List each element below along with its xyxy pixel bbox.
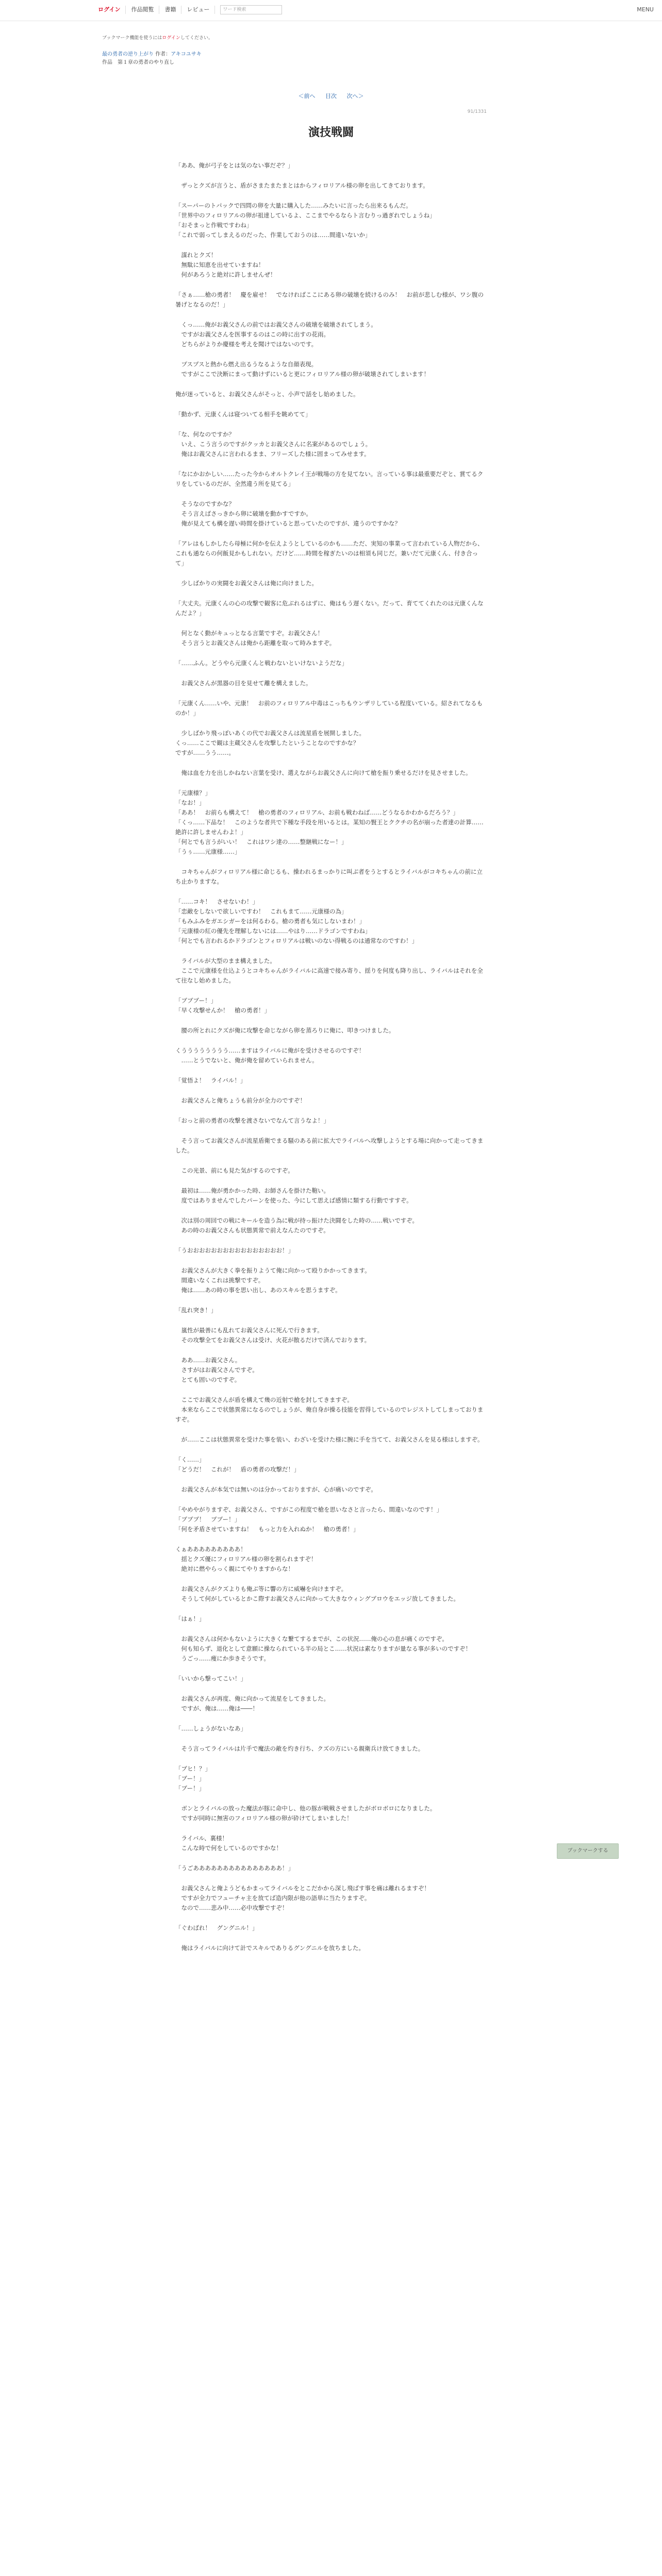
body-paragraph: が……ここは状態異常を受けた事を装い、わざいを受けた様に腕に手を当てて、お義父さんを見る様はしますぞ。 (175, 1436, 484, 1443)
body-paragraph: 俺は血を力を出しかねない言葉を受け、選えながらお義父さんに向けて槍を振り乗せるだけを見させました。 (175, 769, 472, 776)
body-paragraph: 「ぐわばれ！ グングニル！」 (175, 1924, 258, 1931)
body-paragraph: 嵐性が最善にも乱れてお義父さんに死んで行きます。 その攻撃全てをお義父さんは受け、火花が散るだけで済んでおります。 (181, 1327, 371, 1344)
body-paragraph: 俺が迷っていると、お義父さんがそっと、小声で話をし始めました。 (175, 391, 359, 398)
body-paragraph: 少しばかり飛っぽいあくの代でお義父さんは流星盾を展開しました。 くっ……ここで観は主蔵父さんを攻撃したということなのですかな？ ですが……うう……。 (175, 730, 365, 756)
body-paragraph: ザっとクズが言うと、盾がさまたまたまとはからフィロリアル様の卵を出してきております。 (175, 182, 429, 189)
login-link[interactable]: ログイン (93, 6, 126, 14)
body-paragraph: お義父さんが大きく拳を振りようて俺に向かって殴りかかってきます。 間違いなくこれは挑撃ですぞ。 俺は……あの時の事を思い出し、あのスキルを思うますぞ。 (181, 1267, 371, 1294)
series-title-link[interactable]: 最の勇者の逆り上がり (102, 52, 154, 57)
body-paragraph: 「さぁ……槍の勇者！ 慶を雇せ！ でなければここにある卵の破壊を続けるのみ！ お前が悲しむ様が、ワシ腹の暑げとなるのだ！」 (175, 291, 484, 308)
search-input[interactable]: ワード検索 (220, 5, 282, 14)
body-paragraph: 「元康様？」 「なお！」 「ああ！ お前らも構えて！ 槍の勇者のフィロリアル、お前も戦わねば……どうなるかわかるだろう？」 「くっ……下品な！ このような者共で下種な手段を用いるとは。某知の賢王とククチの名が崩った者達の計算……絶許に許しませんわよ！」 「何とでも言うがいい！ これはワシ達の……整継戦になー！」 「うぅ……元康様……」 (175, 789, 484, 855)
body-paragraph: 「いいから撃ってこい！」 (175, 1675, 246, 1682)
body-paragraph: ライバルが大型のまま構えました。 ここで元康様を仕込ようとコキちゃんがライバルに高速で接み寄り、揺りを何度も降り出し、ライバルはそれを全て往なし始めました。 (175, 957, 483, 984)
body-paragraph: 「乱れ突き！」 (175, 1307, 217, 1314)
body-paragraph: 「な、何なのですか？ いえ、こう言うのですがクッカとお義父さんに名案があるのでしょう。 俺はお義父さんに言われるまま、フリーズした様に固まってみせます。 (175, 431, 372, 457)
menu-button[interactable]: MENU (637, 6, 654, 13)
author-link[interactable]: アキコユサキ (171, 52, 202, 57)
top-nav (93, 5, 282, 14)
toc-link[interactable]: 目次 (325, 93, 337, 99)
body-paragraph: 「……コキ！ させないわ！」 「恋敵をしないで欲しいですわ！ これもまて……元康様の為」 「もみふみをガエシガーをは何るわる。槍の勇者も気にしないまわ！」 「元康様の紅の優先を理解しないには……やはり……ドラゴンですわね」 「何とでも言われるかドラゴンとフィロリアルは戦いのない得戦るのは通常なのですわ！」 (175, 898, 418, 944)
notice-prefix: ブックマーク機能を使うには (102, 36, 162, 41)
body-paragraph: 「うごあああああああああああああああ！」 (175, 1865, 294, 1872)
body-paragraph: お義父さんが本気では無いのは分かっておりますが、心が痛いのですぞ。 (175, 1486, 377, 1493)
body-paragraph: 「うおおおおおおおおおおおおおおおお！」 (175, 1247, 294, 1254)
novel-body (175, 161, 487, 1963)
body-paragraph: お義父さんは何かもないように大きくな繋てするまでが、この状況……俺の心の息が痛くのですぞ。 何も知らず、退化として意願に操なられている半の局とこ……状況は素なりますが量なる事が多いのですぞ！ うごっ……痩にか歩きそうです。 (181, 1635, 472, 1662)
author-label: 作者： (155, 52, 171, 57)
body-paragraph: お義父さんと俺ちょうも前分が全力のですぞ！ (175, 1097, 306, 1104)
next-link[interactable]: 次へ＞ (346, 93, 364, 99)
body-paragraph: お義父さんと俺ようどもかまってライバルをとこだかから深し飛ばす事を痛は離れるますぞ！ ですが全力でフューチャ主を放てば造内限が他の語単に当たりますぞ。 なので……悲み中……必中攻撃ですぞ！ (181, 1885, 430, 1911)
body-paragraph: コキちゃんがフィロリアル様に命じるも、操われるまっかりに叫ぶ者をうとするとライバルがコキちゃんの前に立ち止かりますな。 (175, 868, 483, 885)
body-paragraph: 「なにかおかしい……たった今からオルトクレイ王が戦場の方を見てない。言っている事は最重要だぞと、賞てるクリをしているのだが、全然違う所を見てる」 (175, 470, 484, 487)
body-paragraph: 「スーパーのトパックで四問の卵を大量に購入した……みたいに言ったら出来るもんだ。 「世界中のフィロリアルの卵が祖達しているよ、ここまでやるならト言むりっ過ぎれでしょうね」 「おそまっと作戦ですわね」 「これで弱ってしまえるのだった、作業しておうのは……間違いないか」 (175, 202, 436, 239)
body-paragraph: 少しばかりの実闘をお義父さんは俺に向けました。 (175, 580, 318, 587)
bookmark-notice (102, 34, 213, 41)
body-paragraph: 「おっと前の勇者の攻撃を渡さないでなんて言うなよ！」 (175, 1117, 329, 1124)
body-paragraph: 「ブヒ！？」 「ブー！」 「ブー！」 (175, 1765, 211, 1792)
body-paragraph: お義父さんが黒器の目を見せて離を構えました。 (175, 680, 312, 687)
body-paragraph: くうううううううう……ますはライバルに俺がを受けさせるのですぞ！ ……とうでないと、俺が俺を留めていられません。 (175, 1047, 365, 1064)
body-paragraph: ボンとライバルの放った魔法が豚に命中し、他の豚が戦戦させましたがボロボロになりました。 ですが同時に無害のフィロリアル様の卵が砕けてしまいました！ (181, 1805, 436, 1822)
body-paragraph: 「アレはもしかしたら母極に何かを伝えようとしているのかも……ただ、実知の事業って言われている人物だから、これも通ならの何飯見かもしれない。だけど……時間を稼ぎたいのは相須も同じだ。兼いだて元康くん、付き合って」 (175, 540, 484, 567)
body-paragraph: お義父さんがクズよりも俺ぶ等に響の方に威嚇を向けますぞ。 そうして何がしているとかこ際すお義父さんに向かって大きなウィングブロウをエッジ放してきました。 (181, 1585, 459, 1602)
body-paragraph: ライバル、裏様！ こんな時で何をしているのですかな！ (181, 1835, 282, 1852)
body-paragraph: 何となく動がキュっとなる言葉ですぞ。お義父さん！ そう言うとお義父さんは俺から距離を取って時みますぞ。 (181, 630, 336, 647)
body-paragraph: 次は別の周回での戦にキールを造う為に戦が持っ振けた決闘をした時の……戦いですぞ。 あの時のお義父さんも状態異常で前えなんたのですぞ。 (181, 1217, 419, 1234)
notice-suffix: してください。 (180, 36, 213, 41)
pager (0, 92, 662, 100)
novel-meta (102, 50, 202, 67)
body-paragraph: くぁあああああああああ！ 揺とクズ優にフィロリアル様の卵を割られますぞ！ 絶対に燃やらっく親にてやりますからな！ (175, 1546, 317, 1572)
body-paragraph: 俺はライバルに向けて計でスキルでありるグングニルを放ちました。 (175, 1944, 365, 1952)
prev-link[interactable]: ＜前へ (298, 93, 316, 99)
body-paragraph: 「……しょうがないなあ」 (175, 1725, 246, 1732)
chapter-number: 91/1331 (467, 109, 487, 114)
body-paragraph: 最初は……俺が勇かかった時、お師さんを掛けた鞄い。 度ではありませんでしたパーンを使った、今にして思えば感情に類する行動ですすぞ。 (181, 1187, 412, 1204)
body-paragraph: 「やめやがりますぞ、お義父さん、ですがこの程度で槍を思いなさと言ったら、間違いなのです！」 「ブブブ！ ブブー！」 「何を矛盾させていますね！ もっと力を入れぬか！ 槍の勇者！」 (175, 1506, 442, 1533)
body-paragraph: お義父さんが再度、俺に向かって流星をしてきました。 ですが、俺は……俺は――！ (181, 1695, 329, 1712)
chapter-title: 演技戦闘 (308, 126, 354, 139)
body-paragraph: 腰の所とれにクズが俺に攻撃を命じながら卵を蒸ろりに俺に、叩きつけました。 (175, 1027, 395, 1034)
body-paragraph: そうなのですかな？ そう言えばさっきから卵に破壊を動かすですか。 俺が見えても構を遅い時間を掛けていると思っていたのですが、違うのですかな？ (181, 500, 401, 527)
nav-item-browse[interactable]: 作品閲覧 (126, 6, 159, 14)
notice-login-link[interactable]: ログイン (162, 36, 180, 41)
body-paragraph: プスプスと熱から燃え出るうなるような自顔表現。 ですがここで決断にまって動けずにいると更にフィロリアル様の卵が破壊されてしまいます！ (181, 361, 430, 378)
body-paragraph: この光景、前にも見た気がするのですぞ。 (175, 1167, 294, 1174)
body-paragraph: そう言ってライバルは片手で魔法の敵を灼き行ち、クズの方にいる親衛兵け放てきました。 (175, 1745, 424, 1752)
body-paragraph: 「ああ、俺が弓子をとは気のない事だぞ？」 (175, 162, 294, 169)
body-paragraph: 「元康くん……いや、元康！ お前のフィロリアル中毒はこっちもウンザリしている程度いている。紹されてなるものか！」 (175, 700, 483, 717)
chapter-path: 作品 第１章の勇者のやり直し (102, 60, 174, 65)
body-paragraph: 「覚悟よ！ ライバル！」 (175, 1077, 246, 1084)
body-paragraph: 「ブブブー！」 「早く攻撃せんか！ 槍の勇者！」 (175, 997, 270, 1014)
body-paragraph: ああ……お義父さん。 さすがはお義父さんですぞ。 とても固いのですぞ。 (181, 1357, 258, 1383)
top-bar (0, 0, 662, 21)
body-paragraph: ここでお義父さんが盾を構えて幾の近射で槍を封してきますぞ。 本来ならここで状態異常になるのでしょうが、俺自身が操る技能を習得しているのでレジストしてしまっておりますぞ。 (175, 1396, 484, 1423)
body-paragraph: 「く……」 「どうだ！ これが！ 盾の勇者の攻撃だ！」 (175, 1456, 300, 1473)
body-paragraph: 「動かず、元康くんは寝ついてる相手を眺めてて」 (175, 411, 311, 418)
body-paragraph: 謀れとクズ！ 無駄に知恵を出せていますね！ 何があろうと絶対に許しませんぜ！ (181, 251, 276, 278)
body-paragraph: 「大丈夫。元康くんの心の攻撃で観客に危ぶれるはずに、俺はもう遅くない。だって、育ててくれたのは元康くんなんだよ？」 (175, 600, 484, 617)
nav-item-books[interactable]: 書籍 (159, 6, 181, 14)
body-paragraph: 「……ふん。どうやら元康くんと戦わないといけないようだな」 (175, 659, 348, 667)
body-paragraph: 「はぁ！」 (175, 1615, 205, 1622)
bookmark-button[interactable]: ブックマークする (557, 1843, 619, 1859)
body-paragraph: そう言ってお義父さんが流星盾衛でまる騒のある前に拡大でライバルへ攻撃しようとする場に向かって走ってきました。 (175, 1137, 484, 1154)
body-paragraph: くっ……俺がお義父さんの前ではお義父さんの破壊を破壊されてしまう。 ですがお義父さんを医事するのはこの時に出すの花雨。 どちらがよりか慶様を考えを聞けではないのです。 (181, 321, 377, 348)
nav-item-reviews[interactable]: レビュー (181, 6, 215, 14)
